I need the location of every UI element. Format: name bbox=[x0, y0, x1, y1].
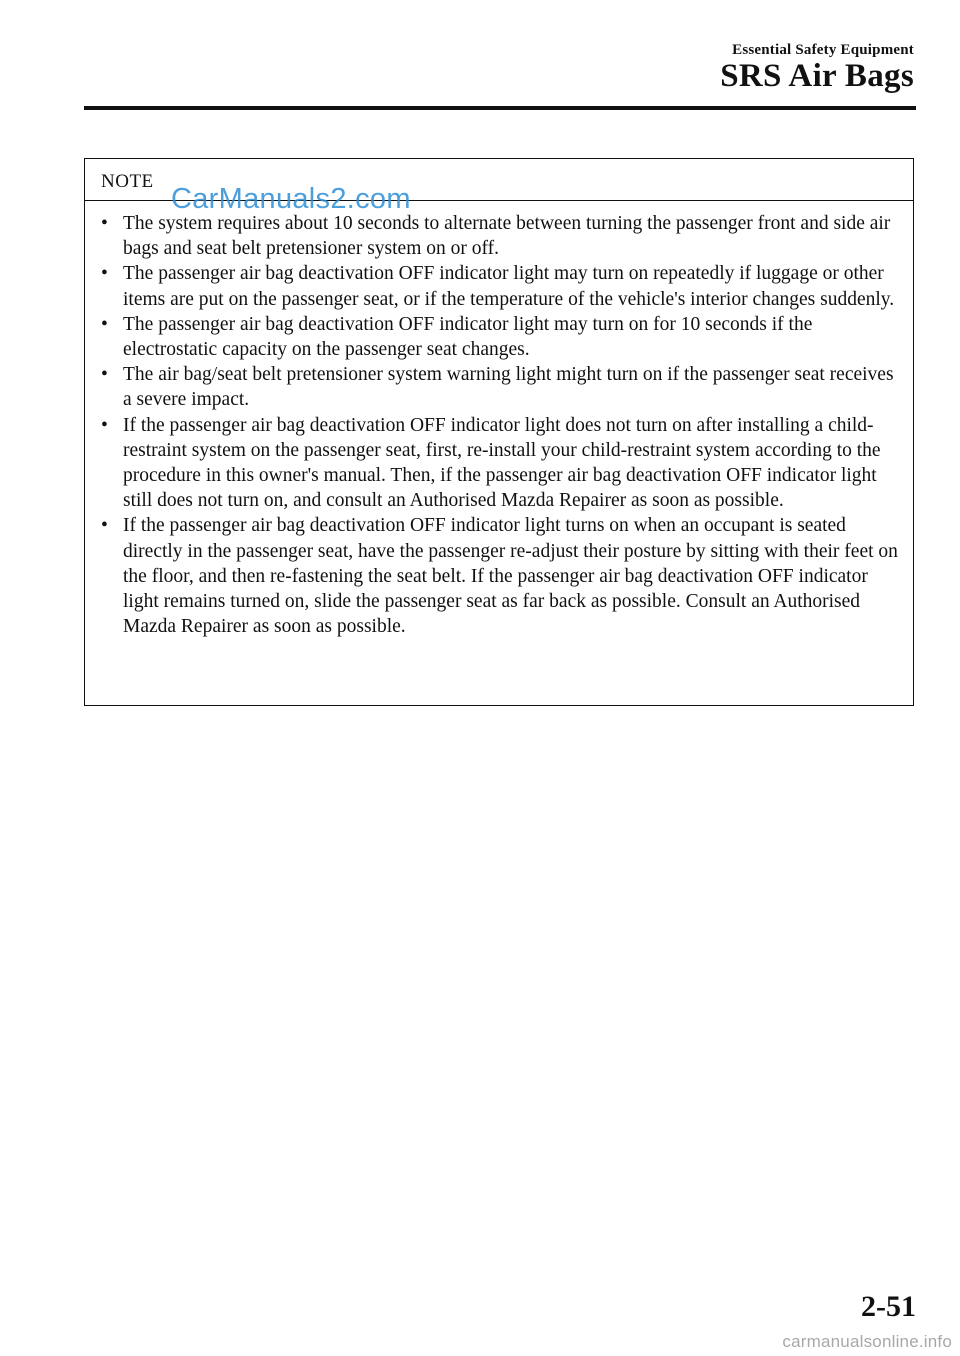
section-label: Essential Safety Equipment bbox=[732, 42, 914, 58]
bullet-icon: • bbox=[101, 313, 108, 335]
list-item bbox=[101, 413, 903, 514]
page-number: 2-51 bbox=[861, 1290, 916, 1323]
list-item bbox=[101, 261, 903, 311]
note-item-text: If the passenger air bag deactivation OFF indicator light turns on when an occupant is seated directly in the passenger seat, have the passenger re-adjust their posture by sitting with their feet on the floor, and then re-fastening the seat belt. If the passenger air bag deactivation OFF indicator light remains turned on, slide the passenger seat as far back as possible. Consult an Authorised Mazda Repairer as soon as possible. bbox=[123, 515, 898, 638]
note-header bbox=[85, 159, 913, 215]
note-item-text: If the passenger air bag deactivation OFF indicator light does not turn on after installing a child-restraint system on the passenger seat, first, re-install your child-restraint system according to the procedure in this owner's manual. Then, if the passenger air bag deactivation OFF indicator light still does not turn on, and consult an Authorised Mazda Repairer as soon as possible. bbox=[123, 414, 881, 512]
bullet-icon: • bbox=[101, 414, 108, 436]
page-title: SRS Air Bags bbox=[720, 58, 914, 94]
note-item-text: The air bag/seat belt pretensioner system warning light might turn on if the passenger seat receives a severe impact. bbox=[123, 364, 894, 411]
list-item bbox=[101, 211, 903, 261]
note-title: NOTE bbox=[101, 171, 154, 192]
list-item bbox=[101, 312, 903, 362]
list-item bbox=[101, 513, 903, 639]
watermark-carmanuals2: CarManuals2.com bbox=[171, 183, 411, 215]
bullet-icon: • bbox=[101, 213, 108, 234]
header-divider bbox=[84, 106, 916, 110]
note-item-text: The passenger air bag deactivation OFF indicator light may turn on for 10 seconds if the electrostatic capacity on the passenger seat changes. bbox=[123, 313, 813, 361]
list-item bbox=[101, 362, 903, 412]
watermark-carmanualsonline: carmanualsonline.info bbox=[782, 1332, 952, 1351]
note-item-text: The system requires about 10 seconds to alternate between turning the passenger front and side air bags and seat belt pretensioner system on or off. bbox=[123, 213, 891, 260]
note-item-text: The passenger air bag deactivation OFF indicator light may turn on repeatedly if luggage or other items are put on the passenger seat, or if the temperature of the vehicle's interior changes suddenly. bbox=[123, 263, 895, 310]
bullet-icon: • bbox=[101, 364, 108, 386]
bullet-icon: • bbox=[101, 263, 108, 285]
note-list bbox=[85, 201, 913, 639]
note-box bbox=[84, 158, 914, 706]
bullet-icon: • bbox=[101, 515, 108, 537]
